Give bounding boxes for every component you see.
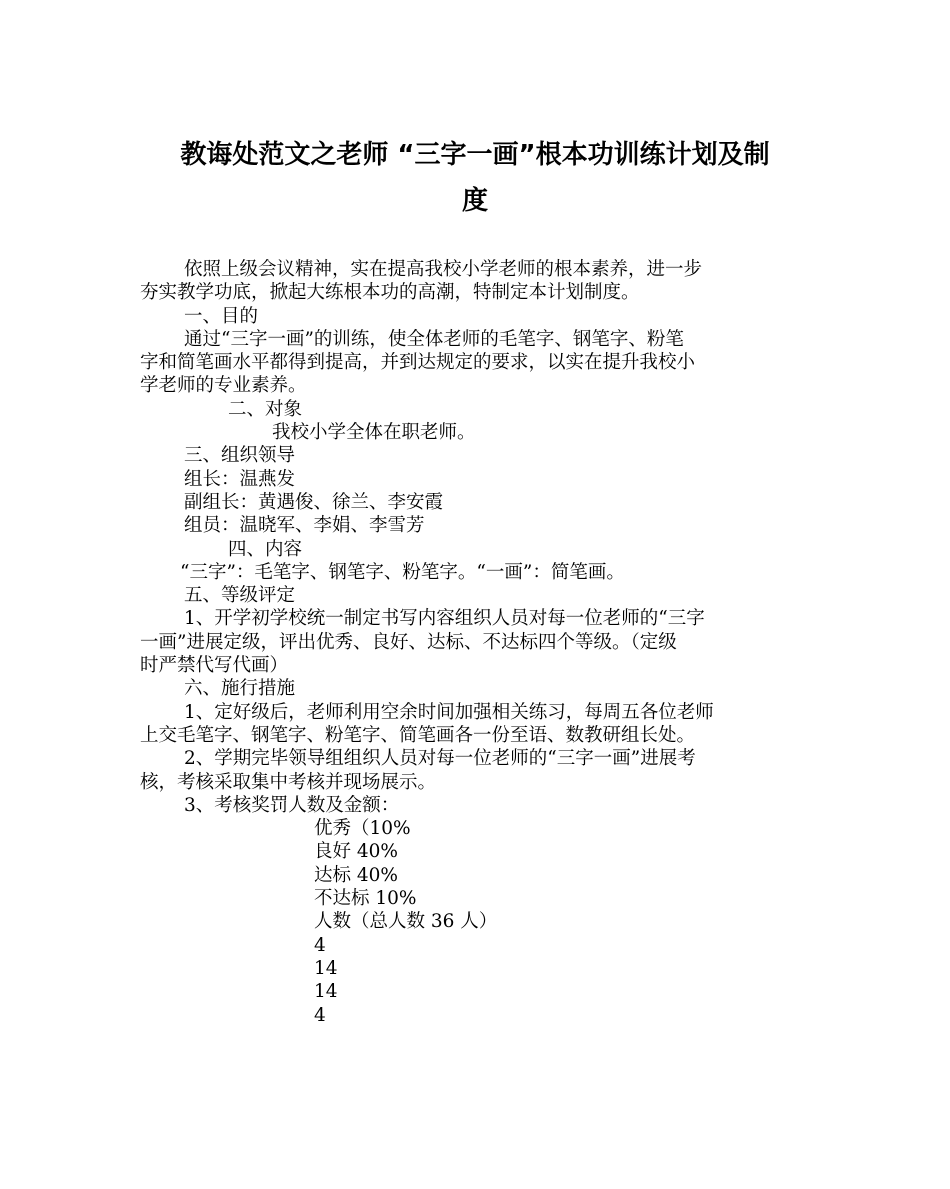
- section-4-text: “三字”：毛笔字、钢笔字、粉笔字。“一画”：简笔画。: [180, 561, 625, 583]
- document-body: [140, 258, 812, 1027]
- list-item: 良好 40%: [314, 841, 398, 863]
- section-6-p2-line-1: 2、学期完毕领导组组织人员对每一位老师的“三字一画”进展考: [184, 748, 696, 770]
- list-item: 达标 40%: [314, 864, 398, 886]
- list-item: 不达标 10%: [314, 888, 417, 910]
- list-item: 优秀（10%: [314, 818, 411, 840]
- section-1-heading: 一、目的: [184, 305, 259, 327]
- section-2-text: 我校小学全体在职老师。: [272, 422, 476, 444]
- list-item: 14: [314, 981, 338, 1003]
- document-title-line-2: 度: [461, 186, 488, 216]
- section-1-line-1: 通过“三字一画”的训练，使全体老师的毛笔字、钢笔字、粉笔: [184, 328, 684, 350]
- section-5-line-2: 一画”进展定级，评出优秀、良好、达标、不达标四个等级。（定级: [140, 631, 677, 653]
- intro-line-2: 夯实教学功底，掀起大练根本功的高潮，特制定本计划制度。: [140, 282, 640, 304]
- intro-line-1: 依照上级会议精神，实在提高我校小学老师的根本素养，进一步: [184, 259, 703, 280]
- section-5-heading: 五、等级评定: [184, 585, 296, 607]
- section-6-p1-line-2: 上交毛笔字、钢笔字、粉笔字、简笔画各一份至语、数教研组长处。: [140, 724, 696, 746]
- section-6-p1-line-1: 1、定好级后，老师利用空余时间加强相关练习，每周五各位老师: [184, 701, 714, 723]
- section-3-deputy: 副组长：黄遇俊、徐兰、李安霞: [184, 491, 444, 513]
- section-6-p2-line-2: 核，考核采取集中考核并现场展示。: [140, 771, 437, 793]
- section-5-line-3: 时严禁代写代画）: [140, 655, 289, 677]
- section-5-line-1: 1、开学初学校统一制定书写内容组织人员对每一位老师的“三字: [184, 608, 705, 630]
- list-item: 人数（总人数 36 人）: [314, 911, 498, 933]
- list-item: 4: [314, 1004, 326, 1026]
- section-1-line-2: 字和简笔画水平都得到提高，并到达规定的要求，以实在提升我校小: [140, 352, 696, 374]
- section-2-heading: 二、对象: [228, 398, 303, 420]
- section-1-line-3: 学老师的专业素养。: [140, 375, 307, 397]
- section-3-members: 组员：温晓军、李娟、李雪芳: [184, 515, 425, 537]
- document-title-line-1: 教诲处范文之老师 “三字一画”根本功训练计划及制: [180, 140, 770, 170]
- section-6-heading: 六、施行措施: [184, 678, 296, 700]
- reward-list: [140, 817, 812, 1027]
- section-3-heading: 三、组织领导: [184, 445, 296, 467]
- section-4-heading: 四、内容: [228, 538, 303, 560]
- section-6-p3: 3、考核奖罚人数及金额：: [184, 794, 400, 816]
- list-item: 14: [314, 957, 338, 979]
- section-3-leader: 组长：温燕发: [184, 468, 296, 490]
- list-item: 4: [314, 934, 326, 956]
